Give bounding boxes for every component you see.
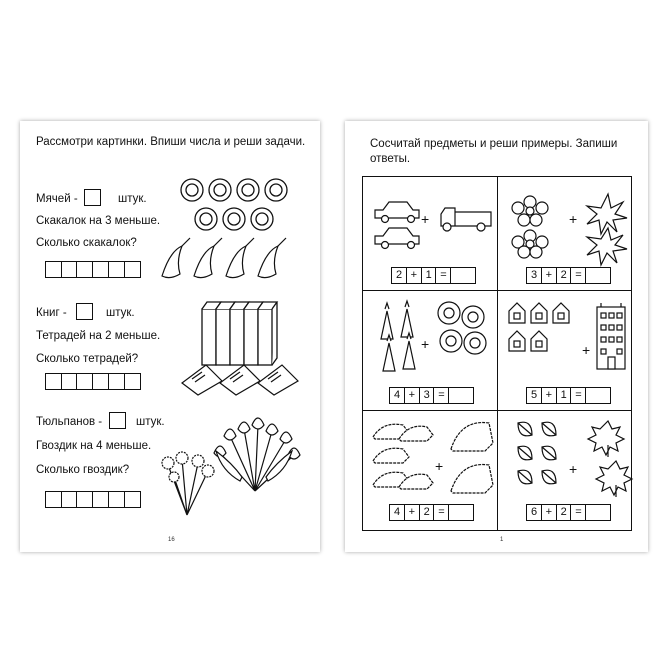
cars-icon xyxy=(371,192,491,252)
plus-sign-4: + xyxy=(582,342,591,358)
notebooks-icon xyxy=(180,361,300,397)
tulips-count-box[interactable] xyxy=(109,412,126,429)
left-page-number: 16 xyxy=(168,537,175,543)
answer-2[interactable] xyxy=(585,267,611,284)
balls-count-box[interactable] xyxy=(84,189,101,206)
answer-cells-3[interactable] xyxy=(45,491,139,508)
ropes-question: Сколько скакалок? xyxy=(36,237,137,249)
left-page xyxy=(20,121,320,552)
balls-icon xyxy=(180,176,310,236)
answer-1[interactable] xyxy=(450,267,476,284)
tulips-count-suffix: штук. xyxy=(136,416,165,428)
tulips-icon xyxy=(210,411,300,493)
books-count-box[interactable] xyxy=(76,303,93,320)
answer-3[interactable] xyxy=(448,387,474,404)
answer-cells-1[interactable] xyxy=(45,261,139,278)
example-1: 2 + 1 = xyxy=(391,267,475,284)
hedgehogs-icon xyxy=(369,417,493,497)
flowers-icon xyxy=(508,192,628,257)
answer-4[interactable] xyxy=(585,387,611,404)
right-instruction: Сосчитай предметы и реши примеры. Запиши ответы. xyxy=(370,138,618,165)
balls-count-label: Мячей - xyxy=(36,193,78,205)
ropes-condition: Скакалок на 3 меньше. xyxy=(36,215,161,227)
tulips-count-label: Тюльпанов - xyxy=(36,416,103,428)
books-count-suffix: штук. xyxy=(106,307,135,319)
answer-6[interactable] xyxy=(585,504,611,521)
books-count-label: Книг - xyxy=(36,307,67,319)
plus-sign-5: + xyxy=(435,458,444,474)
example-2: 3 + 2 = xyxy=(526,267,610,284)
jump-ropes-icon xyxy=(160,236,300,286)
example-4: 5 + 1 = xyxy=(526,387,610,404)
plus-sign-2: + xyxy=(569,211,578,227)
carnations-condition: Гвоздик на 4 меньше. xyxy=(36,440,152,452)
example-3: 4 + 3 = xyxy=(389,387,473,404)
plus-sign-1: + xyxy=(421,211,430,227)
plus-sign-6: + xyxy=(569,461,578,477)
exercise-grid xyxy=(362,176,632,531)
carrots-cabbages-icon xyxy=(371,299,491,379)
leaves-icon xyxy=(508,417,632,499)
plus-sign-3: + xyxy=(421,336,430,352)
answer-cells-2[interactable] xyxy=(45,373,139,390)
right-page-number: 1 xyxy=(500,537,504,543)
carnations-icon xyxy=(160,451,215,516)
answer-5[interactable] xyxy=(448,504,474,521)
houses-icon xyxy=(505,299,631,384)
left-instruction: Рассмотри картинки. Впиши числа и реши задачи. xyxy=(36,136,306,148)
example-6: 6 + 2 = xyxy=(526,504,610,521)
carnations-question: Сколько гвоздик? xyxy=(36,464,130,476)
notebooks-question: Сколько тетрадей? xyxy=(36,353,139,365)
right-page xyxy=(345,121,648,552)
example-5: 4 + 2 = xyxy=(389,504,473,521)
books-icon xyxy=(200,299,280,367)
balls-count-suffix: штук. xyxy=(118,193,147,205)
notebooks-condition: Тетрадей на 2 меньше. xyxy=(36,330,161,342)
